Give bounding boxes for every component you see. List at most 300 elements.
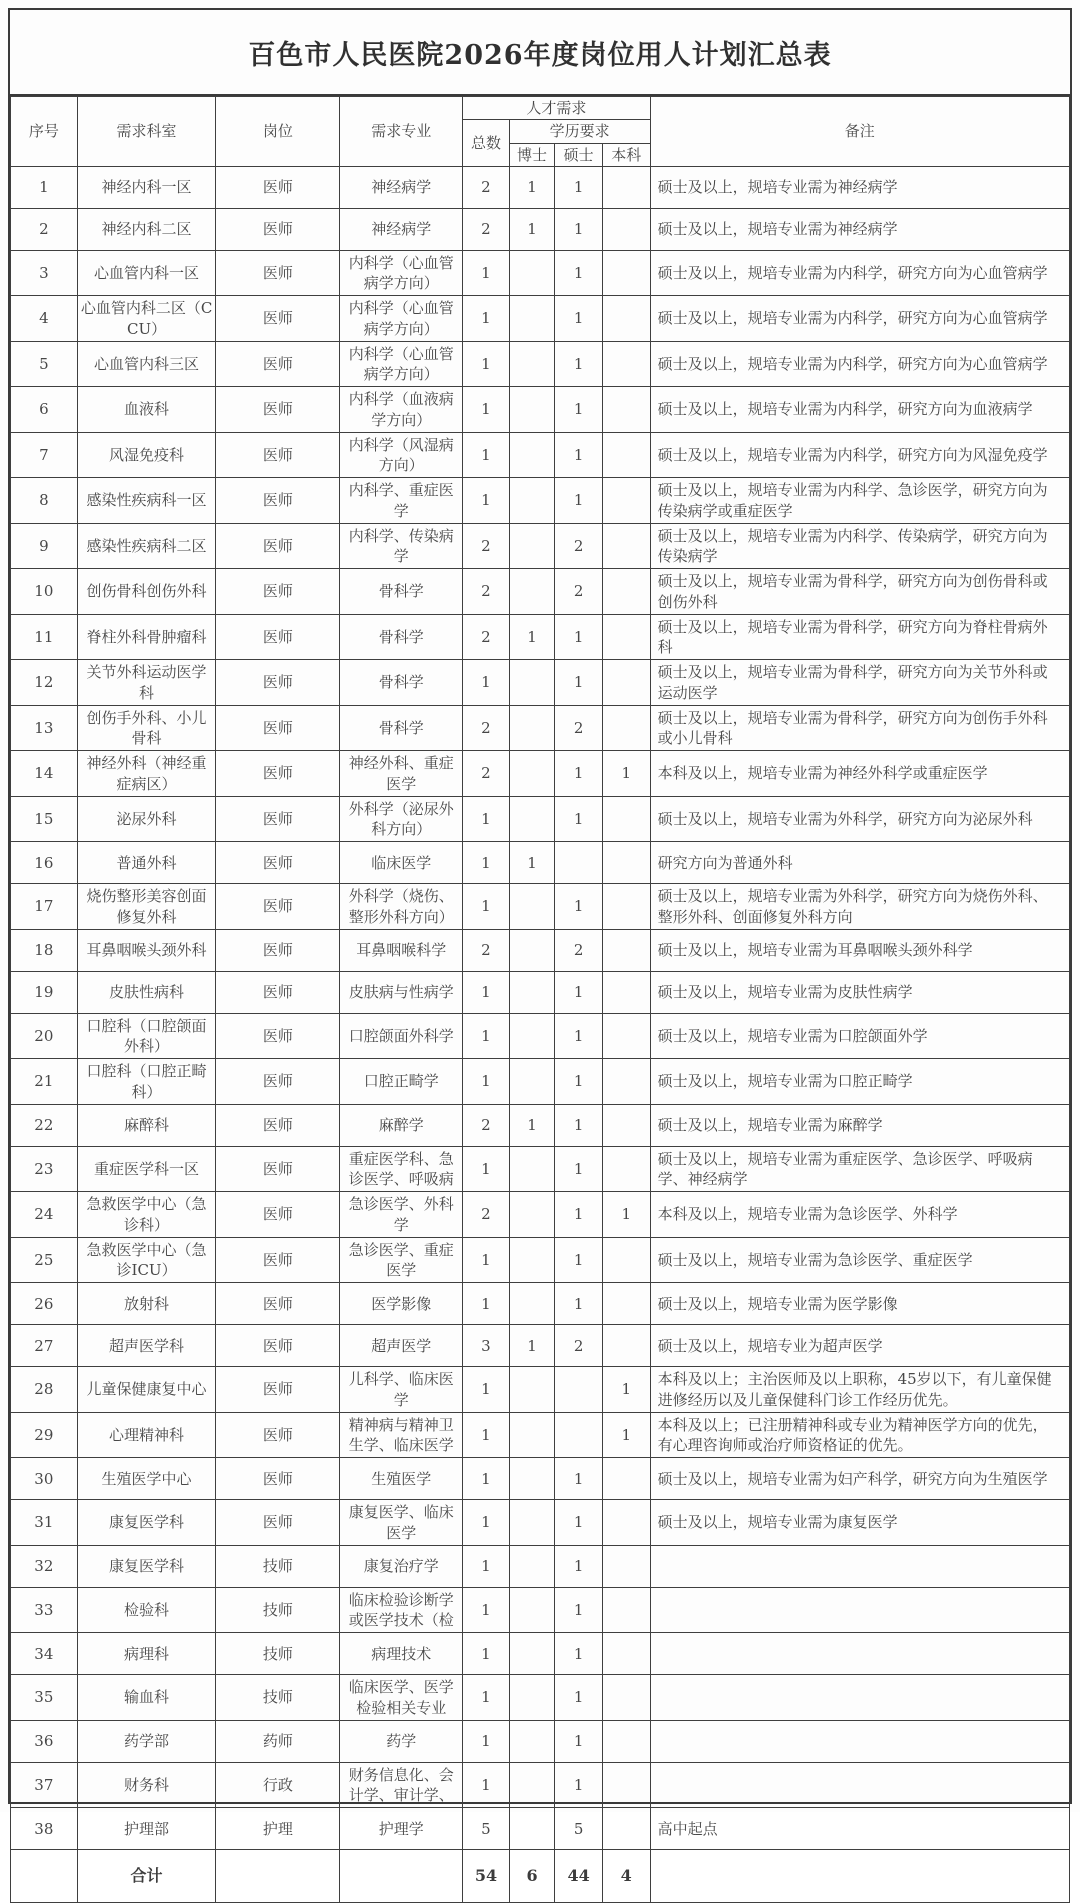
cell-total: 1 — [463, 1013, 510, 1059]
cell-dept: 检验科 — [77, 1587, 216, 1633]
cell-major: 皮肤病与性病学 — [340, 971, 463, 1013]
cell-bachelor — [602, 341, 650, 387]
cell-post: 护理 — [216, 1808, 340, 1850]
summary-table-sheet — [8, 8, 1072, 1886]
cell-major: 内科学（心血管病学方向） — [340, 296, 463, 342]
cell-no: 5 — [11, 341, 78, 387]
cell-bachelor — [602, 1059, 650, 1105]
cell-master: 1 — [555, 1283, 603, 1325]
cell-total: 1 — [463, 432, 510, 478]
cell-major: 精神病与精神卫生学、临床医学 — [340, 1412, 463, 1458]
cell-dept: 病理科 — [77, 1633, 216, 1675]
total-count: 54 — [463, 1850, 510, 1903]
cell-master: 1 — [555, 341, 603, 387]
table-row — [11, 751, 1070, 797]
cell-master: 1 — [555, 1192, 603, 1238]
cell-dept: 心血管内科二区（CCU） — [77, 296, 216, 342]
cell-remark: 硕士及以上，规培专业需为妇产科学，研究方向为生殖医学 — [650, 1458, 1069, 1500]
cell-dept: 重症医学科一区 — [77, 1146, 216, 1192]
cell-phd — [509, 569, 555, 615]
cell-remark: 硕士及以上，规培专业需为皮肤性病学 — [650, 971, 1069, 1013]
cell-remark: 高中起点 — [650, 1808, 1069, 1850]
cell-no: 19 — [11, 971, 78, 1013]
cell-major: 外科学（泌尿外科方向） — [340, 796, 463, 842]
cell-phd: 1 — [509, 1325, 555, 1367]
cell-dept: 神经内科一区 — [77, 166, 216, 208]
cell-dept: 皮肤性病科 — [77, 971, 216, 1013]
cell-dept: 神经外科（神经重症病区） — [77, 751, 216, 797]
cell-no: 30 — [11, 1458, 78, 1500]
cell-master: 1 — [555, 1500, 603, 1546]
cell-phd — [509, 1720, 555, 1762]
cell-major: 超声医学 — [340, 1325, 463, 1367]
cell-major: 财务信息化、会计学、审计学、 — [340, 1762, 463, 1808]
table-row — [11, 842, 1070, 884]
cell-total: 1 — [463, 660, 510, 706]
cell-major: 护理学 — [340, 1808, 463, 1850]
page-title: 百色市人民医院2026年度岗位用人计划汇总表 — [248, 39, 832, 71]
table-row — [11, 1500, 1070, 1546]
table-row — [11, 929, 1070, 971]
cell-remark: 硕士及以上，规培专业需为内科学，研究方向为风湿免疫学 — [650, 432, 1069, 478]
cell-bachelor — [602, 523, 650, 569]
cell-remark: 本科及以上；主治医师及以上职称，45岁以下，有儿童保健进修经历以及儿童保健科门诊工作经历优先。 — [650, 1367, 1069, 1413]
cell-major: 口腔颌面外科学 — [340, 1013, 463, 1059]
cell-dept: 输血科 — [77, 1675, 216, 1721]
cell-dept: 生殖医学中心 — [77, 1458, 216, 1500]
cell-phd — [509, 523, 555, 569]
header-major: 需求专业 — [340, 97, 463, 167]
table-row — [11, 1720, 1070, 1762]
table-row — [11, 614, 1070, 660]
cell-master: 1 — [555, 1545, 603, 1587]
cell-remark: 硕士及以上，规培专业为超声医学 — [650, 1325, 1069, 1367]
cell-phd — [509, 1192, 555, 1238]
cell-no: 6 — [11, 387, 78, 433]
cell-no: 1 — [11, 166, 78, 208]
cell-post: 医师 — [216, 1325, 340, 1367]
cell-dept: 脊柱外科骨肿瘤科 — [77, 614, 216, 660]
cell-phd — [509, 432, 555, 478]
cell-master: 1 — [555, 1720, 603, 1762]
cell-bachelor — [602, 660, 650, 706]
cell-major — [340, 1850, 463, 1903]
cell-bachelor — [602, 1720, 650, 1762]
cell-post: 医师 — [216, 929, 340, 971]
table-row — [11, 1325, 1070, 1367]
cell-no: 13 — [11, 705, 78, 751]
cell-total: 1 — [463, 1633, 510, 1675]
table-row — [11, 1146, 1070, 1192]
cell-major: 骨科学 — [340, 660, 463, 706]
cell-master: 1 — [555, 1458, 603, 1500]
cell-bachelor — [602, 1458, 650, 1500]
cell-master: 1 — [555, 1762, 603, 1808]
cell-phd — [509, 929, 555, 971]
cell-total: 2 — [463, 929, 510, 971]
cell-no: 12 — [11, 660, 78, 706]
cell-bachelor: 1 — [602, 1367, 650, 1413]
cell-remark — [650, 1720, 1069, 1762]
cell-master: 2 — [555, 929, 603, 971]
cell-major: 骨科学 — [340, 705, 463, 751]
cell-remark: 硕士及以上，规培专业需为耳鼻咽喉头颈外科学 — [650, 929, 1069, 971]
cell-dept: 烧伤整形美容创面修复外科 — [77, 884, 216, 930]
cell-no — [11, 1850, 78, 1903]
total-master: 44 — [555, 1850, 603, 1903]
cell-dept: 泌尿外科 — [77, 796, 216, 842]
cell-post: 医师 — [216, 796, 340, 842]
table-row — [11, 296, 1070, 342]
cell-major: 内科学、传染病学 — [340, 523, 463, 569]
cell-master: 1 — [555, 1013, 603, 1059]
cell-master: 1 — [555, 1059, 603, 1105]
cell-no: 22 — [11, 1104, 78, 1146]
cell-master: 2 — [555, 569, 603, 615]
cell-no: 37 — [11, 1762, 78, 1808]
cell-total: 2 — [463, 208, 510, 250]
cell-phd — [509, 1458, 555, 1500]
table-row — [11, 432, 1070, 478]
cell-bachelor — [602, 1633, 650, 1675]
table-footer — [11, 1850, 1070, 1903]
cell-post: 医师 — [216, 1146, 340, 1192]
cell-dept: 风湿免疫科 — [77, 432, 216, 478]
cell-total: 1 — [463, 1412, 510, 1458]
cell-post: 医师 — [216, 971, 340, 1013]
total-label: 合计 — [77, 1850, 216, 1903]
table-row — [11, 705, 1070, 751]
table-row — [11, 478, 1070, 524]
cell-major: 麻醉学 — [340, 1104, 463, 1146]
cell-remark — [650, 1675, 1069, 1721]
cell-post: 医师 — [216, 660, 340, 706]
cell-total: 1 — [463, 1146, 510, 1192]
cell-master: 1 — [555, 166, 603, 208]
cell-no: 24 — [11, 1192, 78, 1238]
cell-no: 9 — [11, 523, 78, 569]
cell-no: 33 — [11, 1587, 78, 1633]
cell-post: 医师 — [216, 1104, 340, 1146]
cell-dept: 创伤手外科、小儿骨科 — [77, 705, 216, 751]
table-row — [11, 884, 1070, 930]
cell-remark: 硕士及以上，规培专业需为骨科学，研究方向为关节外科或运动医学 — [650, 660, 1069, 706]
cell-master — [555, 1412, 603, 1458]
cell-no: 31 — [11, 1500, 78, 1546]
cell-dept: 超声医学科 — [77, 1325, 216, 1367]
cell-phd — [509, 1500, 555, 1546]
cell-phd — [509, 1237, 555, 1283]
table-row — [11, 250, 1070, 296]
cell-major: 重症医学科、急诊医学、呼吸病 — [340, 1146, 463, 1192]
cell-major: 急诊医学、重症医学 — [340, 1237, 463, 1283]
cell-post — [216, 1850, 340, 1903]
header-bachelor: 本科 — [602, 143, 650, 166]
cell-master: 1 — [555, 296, 603, 342]
cell-major: 临床检验诊断学或医学技术（检 — [340, 1587, 463, 1633]
cell-remark: 硕士及以上，规培专业需为内科学、急诊医学，研究方向为传染病学或重症医学 — [650, 478, 1069, 524]
cell-dept: 普通外科 — [77, 842, 216, 884]
total-phd: 6 — [509, 1850, 555, 1903]
cell-bachelor — [602, 296, 650, 342]
cell-master: 1 — [555, 660, 603, 706]
cell-total: 2 — [463, 523, 510, 569]
cell-post: 医师 — [216, 341, 340, 387]
header-education-requirement: 学历要求 — [509, 120, 650, 143]
cell-no: 16 — [11, 842, 78, 884]
cell-remark: 研究方向为普通外科 — [650, 842, 1069, 884]
cell-major: 康复医学、临床医学 — [340, 1500, 463, 1546]
cell-bachelor: 1 — [602, 751, 650, 797]
cell-bachelor — [602, 1675, 650, 1721]
cell-no: 4 — [11, 296, 78, 342]
cell-master: 1 — [555, 1104, 603, 1146]
cell-no: 10 — [11, 569, 78, 615]
cell-bachelor — [602, 432, 650, 478]
cell-master: 1 — [555, 208, 603, 250]
cell-master: 2 — [555, 705, 603, 751]
cell-post: 医师 — [216, 614, 340, 660]
cell-no: 36 — [11, 1720, 78, 1762]
cell-total: 2 — [463, 1104, 510, 1146]
cell-remark — [650, 1545, 1069, 1587]
cell-remark — [650, 1762, 1069, 1808]
cell-remark — [650, 1587, 1069, 1633]
cell-phd — [509, 1545, 555, 1587]
cell-master: 1 — [555, 796, 603, 842]
cell-dept: 关节外科运动医学科 — [77, 660, 216, 706]
cell-master: 1 — [555, 387, 603, 433]
table-row — [11, 1059, 1070, 1105]
table-row — [11, 1545, 1070, 1587]
cell-no: 26 — [11, 1283, 78, 1325]
cell-master: 1 — [555, 1237, 603, 1283]
cell-bachelor — [602, 884, 650, 930]
cell-phd: 1 — [509, 166, 555, 208]
cell-dept: 感染性疾病科二区 — [77, 523, 216, 569]
cell-total: 2 — [463, 614, 510, 660]
cell-phd: 1 — [509, 614, 555, 660]
cell-major: 内科学（心血管病学方向） — [340, 341, 463, 387]
table-row — [11, 796, 1070, 842]
cell-remark: 硕士及以上，规培专业需为骨科学，研究方向为创伤骨科或创伤外科 — [650, 569, 1069, 615]
cell-master: 1 — [555, 250, 603, 296]
cell-no: 28 — [11, 1367, 78, 1413]
cell-post: 医师 — [216, 296, 340, 342]
cell-major: 内科学（风湿病方向） — [340, 432, 463, 478]
cell-major: 耳鼻咽喉科学 — [340, 929, 463, 971]
cell-dept: 口腔科（口腔颌面外科） — [77, 1013, 216, 1059]
cell-no: 34 — [11, 1633, 78, 1675]
table-row — [11, 660, 1070, 706]
cell-master: 1 — [555, 1587, 603, 1633]
cell-major: 神经病学 — [340, 208, 463, 250]
cell-remark — [650, 1633, 1069, 1675]
cell-bachelor — [602, 1146, 650, 1192]
cell-phd: 1 — [509, 842, 555, 884]
cell-bachelor — [602, 1237, 650, 1283]
cell-master: 1 — [555, 478, 603, 524]
cell-total: 1 — [463, 1545, 510, 1587]
cell-total: 2 — [463, 751, 510, 797]
cell-total: 1 — [463, 1237, 510, 1283]
cell-master: 1 — [555, 971, 603, 1013]
table-row — [11, 166, 1070, 208]
table-row — [11, 1283, 1070, 1325]
table-row — [11, 1458, 1070, 1500]
header-total: 总数 — [463, 120, 510, 167]
cell-total: 1 — [463, 1059, 510, 1105]
total-remark — [650, 1850, 1069, 1903]
cell-remark: 硕士及以上，规培专业需为神经病学 — [650, 208, 1069, 250]
cell-no: 8 — [11, 478, 78, 524]
recruitment-plan-table — [10, 96, 1070, 1903]
total-row — [11, 1850, 1070, 1903]
cell-bachelor — [602, 929, 650, 971]
title-box — [10, 10, 1070, 96]
cell-master: 1 — [555, 614, 603, 660]
cell-post: 医师 — [216, 432, 340, 478]
cell-phd — [509, 796, 555, 842]
cell-total: 1 — [463, 250, 510, 296]
cell-no: 21 — [11, 1059, 78, 1105]
cell-master: 2 — [555, 1325, 603, 1367]
cell-dept: 急救医学中心（急诊科） — [77, 1192, 216, 1238]
cell-phd — [509, 478, 555, 524]
table-row — [11, 1587, 1070, 1633]
cell-bachelor — [602, 387, 650, 433]
cell-post: 医师 — [216, 1412, 340, 1458]
cell-no: 32 — [11, 1545, 78, 1587]
cell-phd — [509, 296, 555, 342]
cell-total: 1 — [463, 1283, 510, 1325]
cell-master: 1 — [555, 1633, 603, 1675]
cell-remark: 本科及以上；已注册精神科或专业为精神医学方向的优先，有心理咨询师或治疗师资格证的优先。 — [650, 1412, 1069, 1458]
cell-bachelor — [602, 1104, 650, 1146]
cell-phd — [509, 1013, 555, 1059]
cell-dept: 创伤骨科创伤外科 — [77, 569, 216, 615]
cell-bachelor — [602, 1325, 650, 1367]
cell-bachelor — [602, 1283, 650, 1325]
header-row-1 — [11, 97, 1070, 120]
cell-major: 生殖医学 — [340, 1458, 463, 1500]
table-header — [11, 97, 1070, 167]
cell-bachelor — [602, 1587, 650, 1633]
cell-post: 医师 — [216, 1059, 340, 1105]
cell-master: 1 — [555, 751, 603, 797]
cell-remark: 硕士及以上，规培专业需为重症医学、急诊医学、呼吸病学、神经病学 — [650, 1146, 1069, 1192]
cell-post: 医师 — [216, 1192, 340, 1238]
cell-remark: 硕士及以上，规培专业需为口腔颌面外学 — [650, 1013, 1069, 1059]
cell-post: 医师 — [216, 208, 340, 250]
cell-post: 医师 — [216, 751, 340, 797]
cell-post: 医师 — [216, 884, 340, 930]
header-remark: 备注 — [650, 97, 1069, 167]
cell-remark: 硕士及以上，规培专业需为内科学，研究方向为心血管病学 — [650, 296, 1069, 342]
cell-total: 1 — [463, 1458, 510, 1500]
cell-post: 医师 — [216, 705, 340, 751]
cell-phd — [509, 1675, 555, 1721]
cell-bachelor — [602, 166, 650, 208]
cell-bachelor — [602, 569, 650, 615]
cell-master: 1 — [555, 1675, 603, 1721]
cell-remark: 本科及以上，规培专业需为神经外科学或重症医学 — [650, 751, 1069, 797]
table-row — [11, 1675, 1070, 1721]
cell-remark: 硕士及以上，规培专业需为骨科学，研究方向为脊柱骨病外科 — [650, 614, 1069, 660]
cell-post: 医师 — [216, 842, 340, 884]
cell-total: 3 — [463, 1325, 510, 1367]
cell-post: 医师 — [216, 1283, 340, 1325]
cell-no: 35 — [11, 1675, 78, 1721]
cell-no: 17 — [11, 884, 78, 930]
cell-phd — [509, 1587, 555, 1633]
cell-phd — [509, 660, 555, 706]
cell-master: 1 — [555, 432, 603, 478]
table-row — [11, 1367, 1070, 1413]
cell-major: 神经病学 — [340, 166, 463, 208]
cell-phd — [509, 250, 555, 296]
cell-total: 1 — [463, 478, 510, 524]
cell-remark: 硕士及以上，规培专业需为口腔正畸学 — [650, 1059, 1069, 1105]
cell-remark: 硕士及以上，规培专业需为内科学，研究方向为血液病学 — [650, 387, 1069, 433]
cell-bachelor — [602, 842, 650, 884]
cell-no: 27 — [11, 1325, 78, 1367]
table-row — [11, 1412, 1070, 1458]
cell-dept: 护理部 — [77, 1808, 216, 1850]
cell-no: 14 — [11, 751, 78, 797]
cell-bachelor — [602, 705, 650, 751]
cell-post: 医师 — [216, 387, 340, 433]
cell-total: 1 — [463, 341, 510, 387]
table-row — [11, 1013, 1070, 1059]
cell-no: 23 — [11, 1146, 78, 1192]
cell-post: 医师 — [216, 1367, 340, 1413]
header-talent-demand: 人才需求 — [463, 97, 650, 120]
cell-total: 1 — [463, 1720, 510, 1762]
cell-phd — [509, 751, 555, 797]
table-row — [11, 1808, 1070, 1850]
cell-no: 15 — [11, 796, 78, 842]
cell-phd — [509, 1059, 555, 1105]
cell-phd: 1 — [509, 208, 555, 250]
cell-bachelor — [602, 1500, 650, 1546]
cell-post: 医师 — [216, 478, 340, 524]
cell-post: 医师 — [216, 1500, 340, 1546]
cell-dept: 血液科 — [77, 387, 216, 433]
cell-post: 医师 — [216, 569, 340, 615]
cell-dept: 心血管内科三区 — [77, 341, 216, 387]
header-department: 需求科室 — [77, 97, 216, 167]
cell-major: 药学 — [340, 1720, 463, 1762]
table-row — [11, 1762, 1070, 1808]
cell-total: 1 — [463, 1500, 510, 1546]
cell-remark: 硕士及以上，规培专业需为神经病学 — [650, 166, 1069, 208]
cell-total: 1 — [463, 387, 510, 433]
cell-major: 病理技术 — [340, 1633, 463, 1675]
cell-dept: 财务科 — [77, 1762, 216, 1808]
cell-bachelor: 1 — [602, 1192, 650, 1238]
cell-dept: 儿童保健康复中心 — [77, 1367, 216, 1413]
cell-bachelor — [602, 796, 650, 842]
cell-post: 技师 — [216, 1675, 340, 1721]
cell-remark: 硕士及以上，规培专业需为内科学，研究方向为心血管病学 — [650, 341, 1069, 387]
cell-phd — [509, 1283, 555, 1325]
cell-dept: 神经内科二区 — [77, 208, 216, 250]
cell-bachelor — [602, 1545, 650, 1587]
cell-phd — [509, 1412, 555, 1458]
cell-major: 骨科学 — [340, 569, 463, 615]
table-row — [11, 1104, 1070, 1146]
